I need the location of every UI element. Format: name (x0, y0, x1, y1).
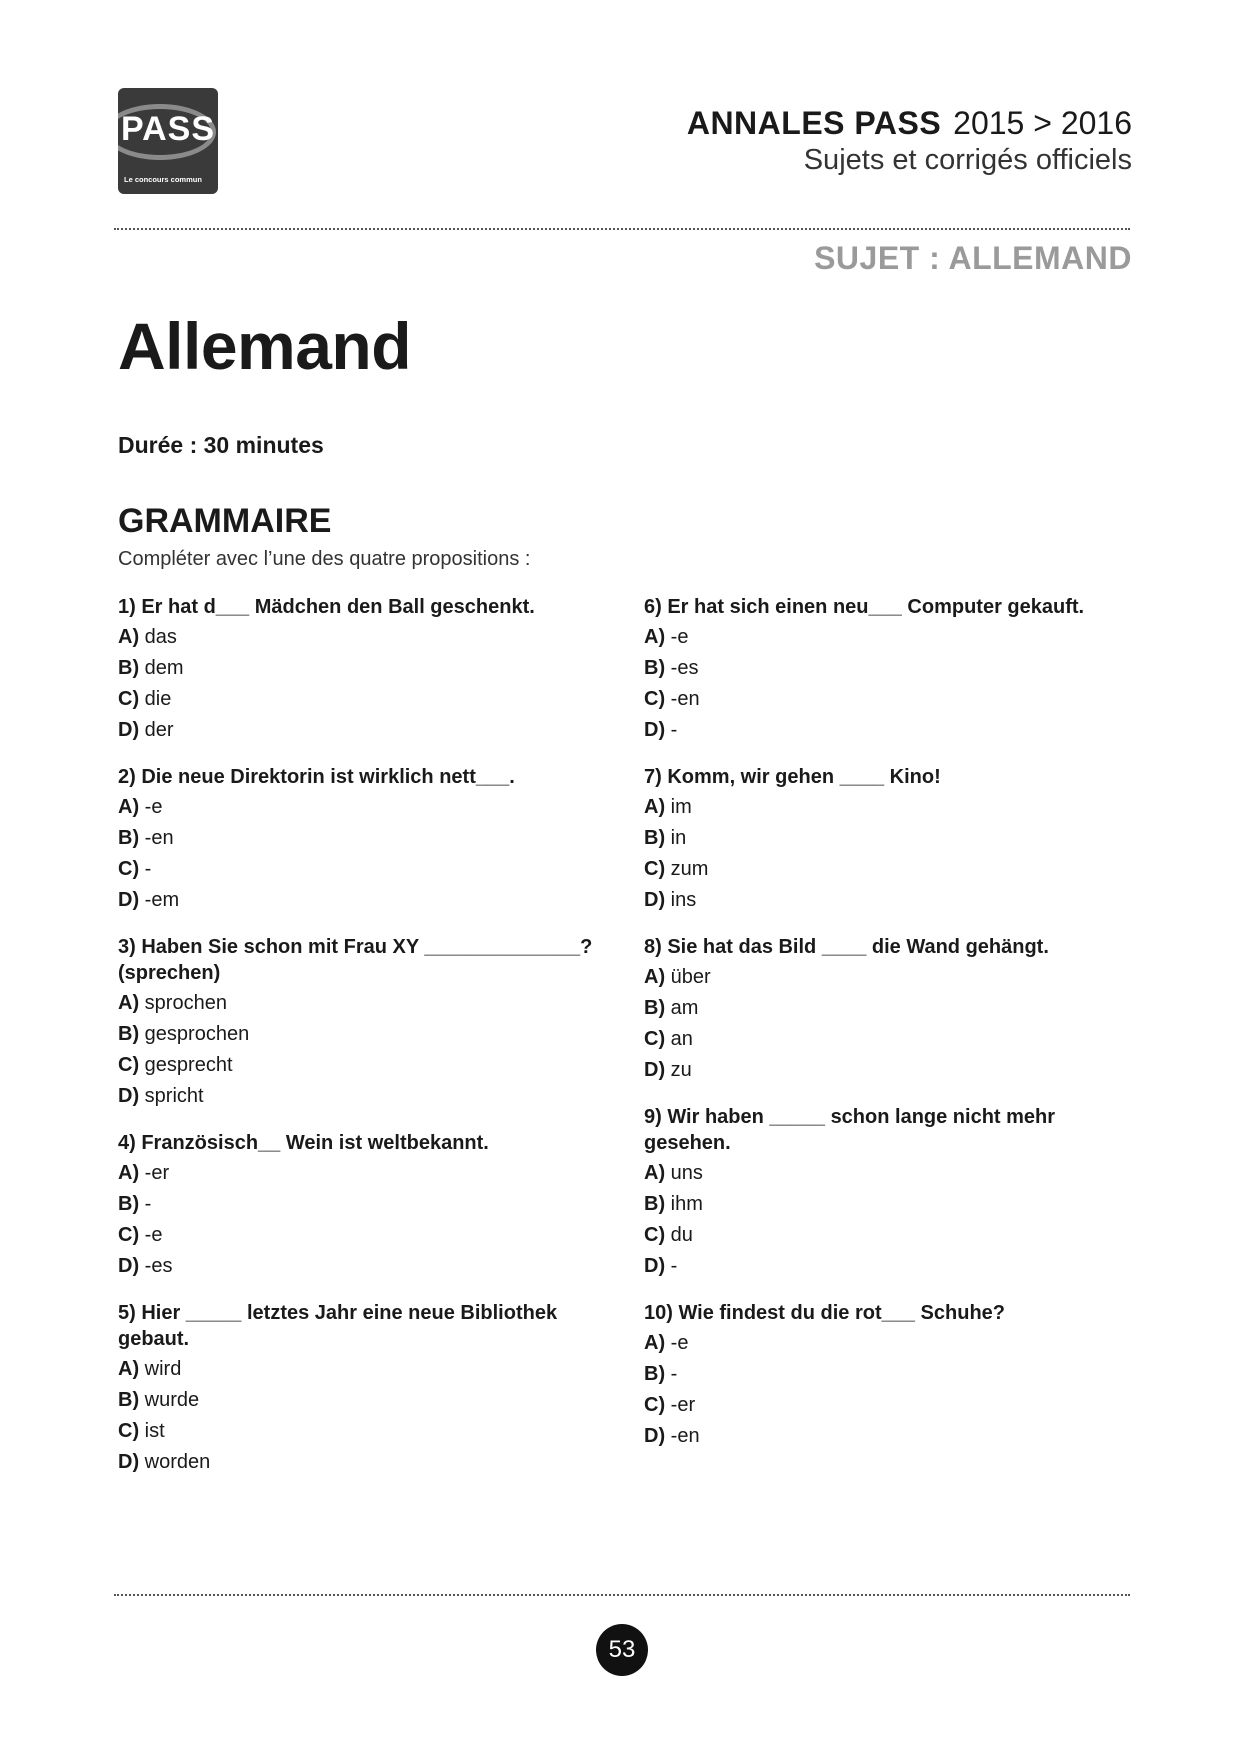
option-letter: C) (644, 1028, 666, 1050)
option-letter: A) (644, 626, 666, 648)
question-text: 4) Französisch__ Wein ist weltbekannt. (118, 1132, 489, 1154)
option-text: zum (670, 858, 709, 880)
page-header (687, 104, 1132, 178)
question-8 (644, 934, 1134, 1086)
option-text: -er (144, 1162, 170, 1184)
option-text: - (670, 1255, 678, 1277)
option-letter: C) (118, 1420, 140, 1442)
question-column-left (118, 594, 608, 1496)
option-text: - (670, 719, 678, 741)
option-letter: B) (118, 1023, 140, 1045)
question-text: 6) Er hat sich einen neu___ Computer gekauft. (644, 596, 1085, 618)
answer-option (644, 1328, 1134, 1359)
answer-option (644, 1158, 1134, 1189)
question-3 (118, 934, 608, 1112)
answer-option (644, 1251, 1134, 1282)
answer-option (118, 653, 608, 684)
answer-option (644, 823, 1134, 854)
answer-option (118, 1385, 608, 1416)
exam-duration: Durée : 30 minutes (118, 432, 324, 458)
option-text: -e (670, 626, 689, 648)
section-title: GRAMMAIRE (118, 502, 332, 540)
option-text: -e (144, 1224, 163, 1246)
option-letter: D) (644, 889, 666, 911)
answer-option (644, 1220, 1134, 1251)
option-letter: D) (118, 1451, 140, 1473)
option-text: im (670, 796, 692, 818)
question-text: 10) Wie findest du die rot___ Schuhe? (644, 1302, 1005, 1324)
option-letter: B) (644, 1193, 666, 1215)
question-7 (644, 764, 1134, 916)
question-text: 9) Wir haben _____ schon lange nicht mehr gesehen. (644, 1106, 1056, 1154)
option-text: dem (144, 657, 184, 679)
subject-tag: SUJET : ALLEMAND (814, 240, 1132, 276)
option-text: - (144, 1193, 152, 1215)
option-letter: A) (118, 1358, 140, 1380)
option-letter: A) (644, 1332, 666, 1354)
option-text: -e (670, 1332, 689, 1354)
answer-option (118, 988, 608, 1019)
answer-option (118, 1447, 608, 1478)
option-letter: B) (644, 827, 666, 849)
option-text: am (670, 997, 699, 1019)
option-text: wird (144, 1358, 182, 1380)
question-6 (644, 594, 1134, 746)
answer-option (644, 1359, 1134, 1390)
page-number: 53 (596, 1624, 648, 1676)
question-5 (118, 1300, 608, 1478)
answer-option (118, 715, 608, 746)
option-letter: C) (118, 1054, 140, 1076)
answer-option (644, 1421, 1134, 1452)
option-letter: B) (118, 1193, 140, 1215)
answer-option (118, 1354, 608, 1385)
option-letter: D) (644, 1059, 666, 1081)
option-letter: D) (118, 719, 140, 741)
option-letter: C) (644, 1394, 666, 1416)
answer-option (118, 1220, 608, 1251)
header-divider (114, 228, 1130, 230)
answer-option (644, 792, 1134, 823)
answer-option (644, 715, 1134, 746)
header-years: 2015 > 2016 (953, 105, 1132, 141)
option-text: sprochen (144, 992, 227, 1014)
answer-option (644, 622, 1134, 653)
option-letter: A) (118, 796, 140, 818)
option-letter: C) (644, 688, 666, 710)
option-letter: C) (644, 1224, 666, 1246)
option-text: ist (144, 1420, 165, 1442)
option-letter: B) (118, 657, 140, 679)
page-title: Allemand (118, 309, 412, 383)
answer-option (118, 1416, 608, 1447)
option-letter: B) (644, 997, 666, 1019)
option-text: der (144, 719, 174, 741)
question-4 (118, 1130, 608, 1282)
option-letter: A) (118, 992, 140, 1014)
option-letter: D) (644, 719, 666, 741)
answer-option (644, 993, 1134, 1024)
pass-logo (118, 88, 218, 194)
option-text: -es (144, 1255, 173, 1277)
option-letter: D) (118, 889, 140, 911)
answer-option (118, 1158, 608, 1189)
footer-divider (114, 1594, 1130, 1596)
option-text: -es (670, 657, 699, 679)
option-text: gesprecht (144, 1054, 233, 1076)
option-letter: D) (644, 1425, 666, 1447)
question-2 (118, 764, 608, 916)
answer-option (118, 622, 608, 653)
option-text: -er (670, 1394, 696, 1416)
question-10 (644, 1300, 1134, 1452)
answer-option (644, 854, 1134, 885)
option-text: - (144, 858, 152, 880)
option-text: - (670, 1363, 678, 1385)
header-series: ANNALES PASS (686, 105, 942, 141)
answer-option (118, 684, 608, 715)
option-text: ins (670, 889, 697, 911)
option-letter: B) (644, 657, 666, 679)
option-letter: D) (118, 1255, 140, 1277)
option-text: in (670, 827, 687, 849)
answer-option (118, 1050, 608, 1081)
answer-option (118, 885, 608, 916)
question-text: 5) Hier _____ letztes Jahr eine neue Bibliothek gebaut. (118, 1302, 558, 1350)
section-instruction: Compléter avec l’une des quatre propositions : (118, 548, 531, 570)
question-9 (644, 1104, 1134, 1282)
option-letter: B) (644, 1363, 666, 1385)
logo-text: PASS (120, 110, 216, 148)
answer-option (118, 1081, 608, 1112)
option-letter: A) (644, 966, 666, 988)
option-letter: A) (644, 1162, 666, 1184)
answer-option (644, 1055, 1134, 1086)
option-letter: C) (118, 858, 140, 880)
answer-option (644, 962, 1134, 993)
header-title (687, 104, 1132, 142)
question-text: 3) Haben Sie schon mit Frau XY ______________? (sprechen) (118, 936, 593, 984)
header-subtitle: Sujets et corrigés officiels (803, 144, 1132, 176)
option-text: -e (144, 796, 163, 818)
option-text: das (144, 626, 177, 648)
question-text: 1) Er hat d___ Mädchen den Ball geschenkt. (118, 596, 535, 618)
logo-tagline: Le concours commun (124, 175, 202, 184)
option-text: uns (670, 1162, 703, 1184)
option-letter: C) (118, 1224, 140, 1246)
option-letter: B) (118, 827, 140, 849)
option-text: über (670, 966, 711, 988)
option-letter: B) (118, 1389, 140, 1411)
answer-option (644, 1189, 1134, 1220)
question-text: 8) Sie hat das Bild ____ die Wand gehängt. (644, 936, 1049, 958)
answer-option (644, 653, 1134, 684)
option-text: zu (670, 1059, 692, 1081)
option-text: gesprochen (144, 1023, 250, 1045)
question-text: 7) Komm, wir gehen ____ Kino! (644, 766, 941, 788)
option-letter: C) (644, 858, 666, 880)
option-text: spricht (144, 1085, 204, 1107)
answer-option (118, 1251, 608, 1282)
answer-option (644, 1390, 1134, 1421)
option-letter: D) (118, 1085, 140, 1107)
option-letter: A) (118, 1162, 140, 1184)
option-text: -en (670, 1425, 700, 1447)
answer-option (644, 1024, 1134, 1055)
option-text: -en (670, 688, 700, 710)
option-letter: C) (118, 688, 140, 710)
option-text: die (144, 688, 172, 710)
answer-option (118, 792, 608, 823)
answer-option (118, 1019, 608, 1050)
question-column-right (644, 594, 1134, 1470)
option-text: ihm (670, 1193, 703, 1215)
option-letter: A) (118, 626, 140, 648)
option-text: -en (144, 827, 174, 849)
option-text: du (670, 1224, 693, 1246)
option-text: an (670, 1028, 693, 1050)
answer-option (118, 823, 608, 854)
answer-option (118, 1189, 608, 1220)
answer-option (118, 854, 608, 885)
option-text: worden (144, 1451, 211, 1473)
option-text: wurde (144, 1389, 200, 1411)
option-letter: A) (644, 796, 666, 818)
answer-option (644, 684, 1134, 715)
question-1 (118, 594, 608, 746)
option-letter: D) (644, 1255, 666, 1277)
answer-option (644, 885, 1134, 916)
option-text: -em (144, 889, 180, 911)
question-text: 2) Die neue Direktorin ist wirklich nett___. (118, 766, 515, 788)
